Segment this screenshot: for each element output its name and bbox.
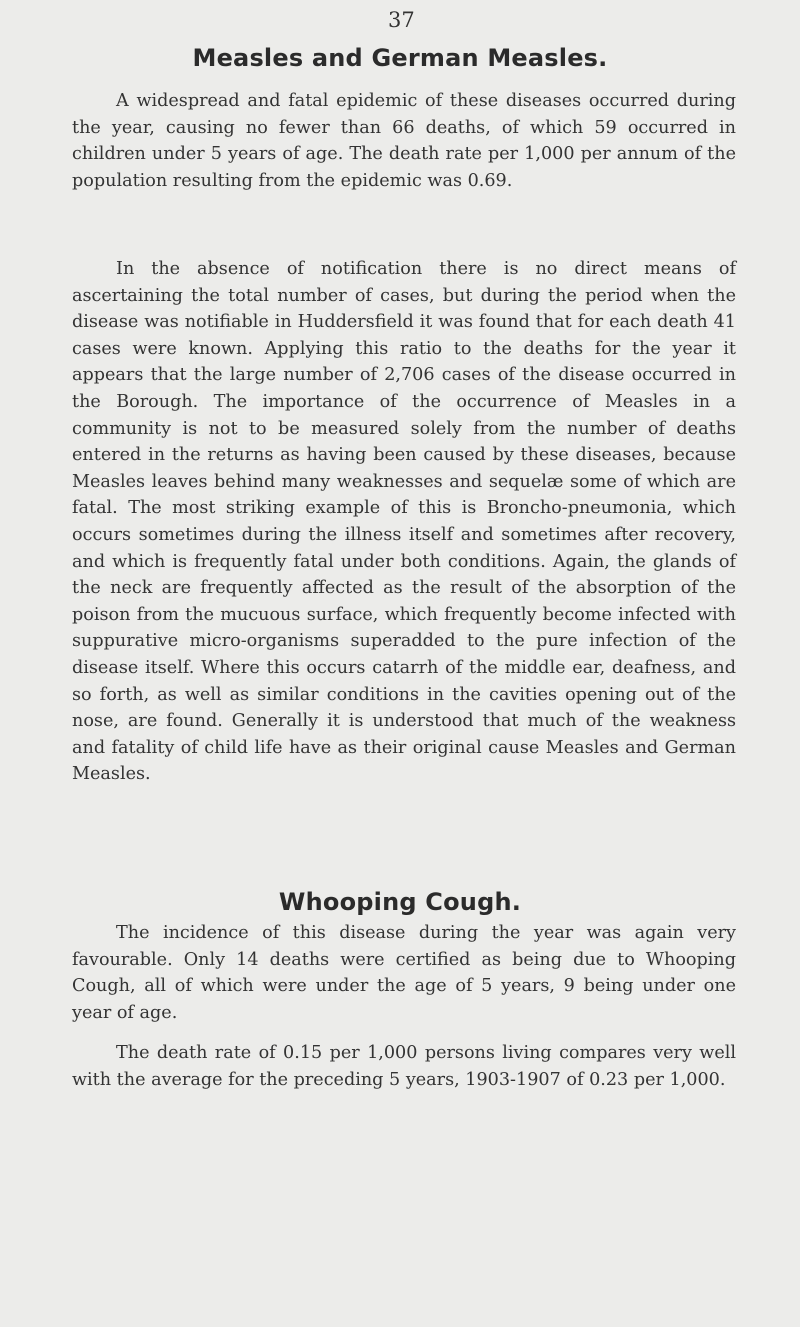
paragraph-measles-1: A widespread and fatal epidemic of these diseases occurred during the year, causing no fewer than 66 deaths, of which 59 occurred in children under 5 years of age. The death rate per 1,000 per annum of the population resulting from the epidemic was 0.69. [72,91,736,191]
paragraph-measles-2: In the absence of notification there is no direct means of ascertaining the total number of cases, but during the period when the disease was notifiable in Huddersfield it was found that for each death 41 cases were known. Applying this ratio to the deaths for the year it appears that the large number of 2,706 cases of the disease occurred in the Borough. The importance of the occurrence of Measles in a community is not to be measured solely from the number of deaths entered in the returns as having been caused by these diseases, because Measles leaves behind many weaknesses and sequelæ some of which are fatal. The most striking example of this is Broncho-pneumonia, which occurs sometimes during the illness itself and sometimes after recovery, and which is frequently fatal under both conditions. Again, the glands of the neck are frequently affected as the result of the absorption of the poison from the mucuous surface, which frequently become infected with suppurative micro-organisms superadded to the pure infection of the disease itself. Where this occurs catarrh of the middle ear, deafness, and so forth, as well as similar conditions in the cavities opening out of the nose, are found. Generally it is understood that much of the weakness and fatality of child life have as their original cause Measles and German Measles. [72,259,736,785]
paragraph-whooping-cough-2: The death rate of 0.15 per 1,000 persons living compares very well with the average for the preceding 5 years, 1903-1907 of 0.23 per 1,000. [72,1043,736,1090]
paragraph-whooping-cough-1: The incidence of this disease during the year was again very favourable. Only 14 deaths were certified as being due to Whooping Cough, all of which were under the age of 5 years, 9 being under one year of age. [72,923,736,1023]
page-number: 37 [388,8,415,32]
section-heading-whooping-cough: Whooping Cough. [278,888,522,916]
section-heading-measles: Measles and German Measles. [192,44,608,72]
